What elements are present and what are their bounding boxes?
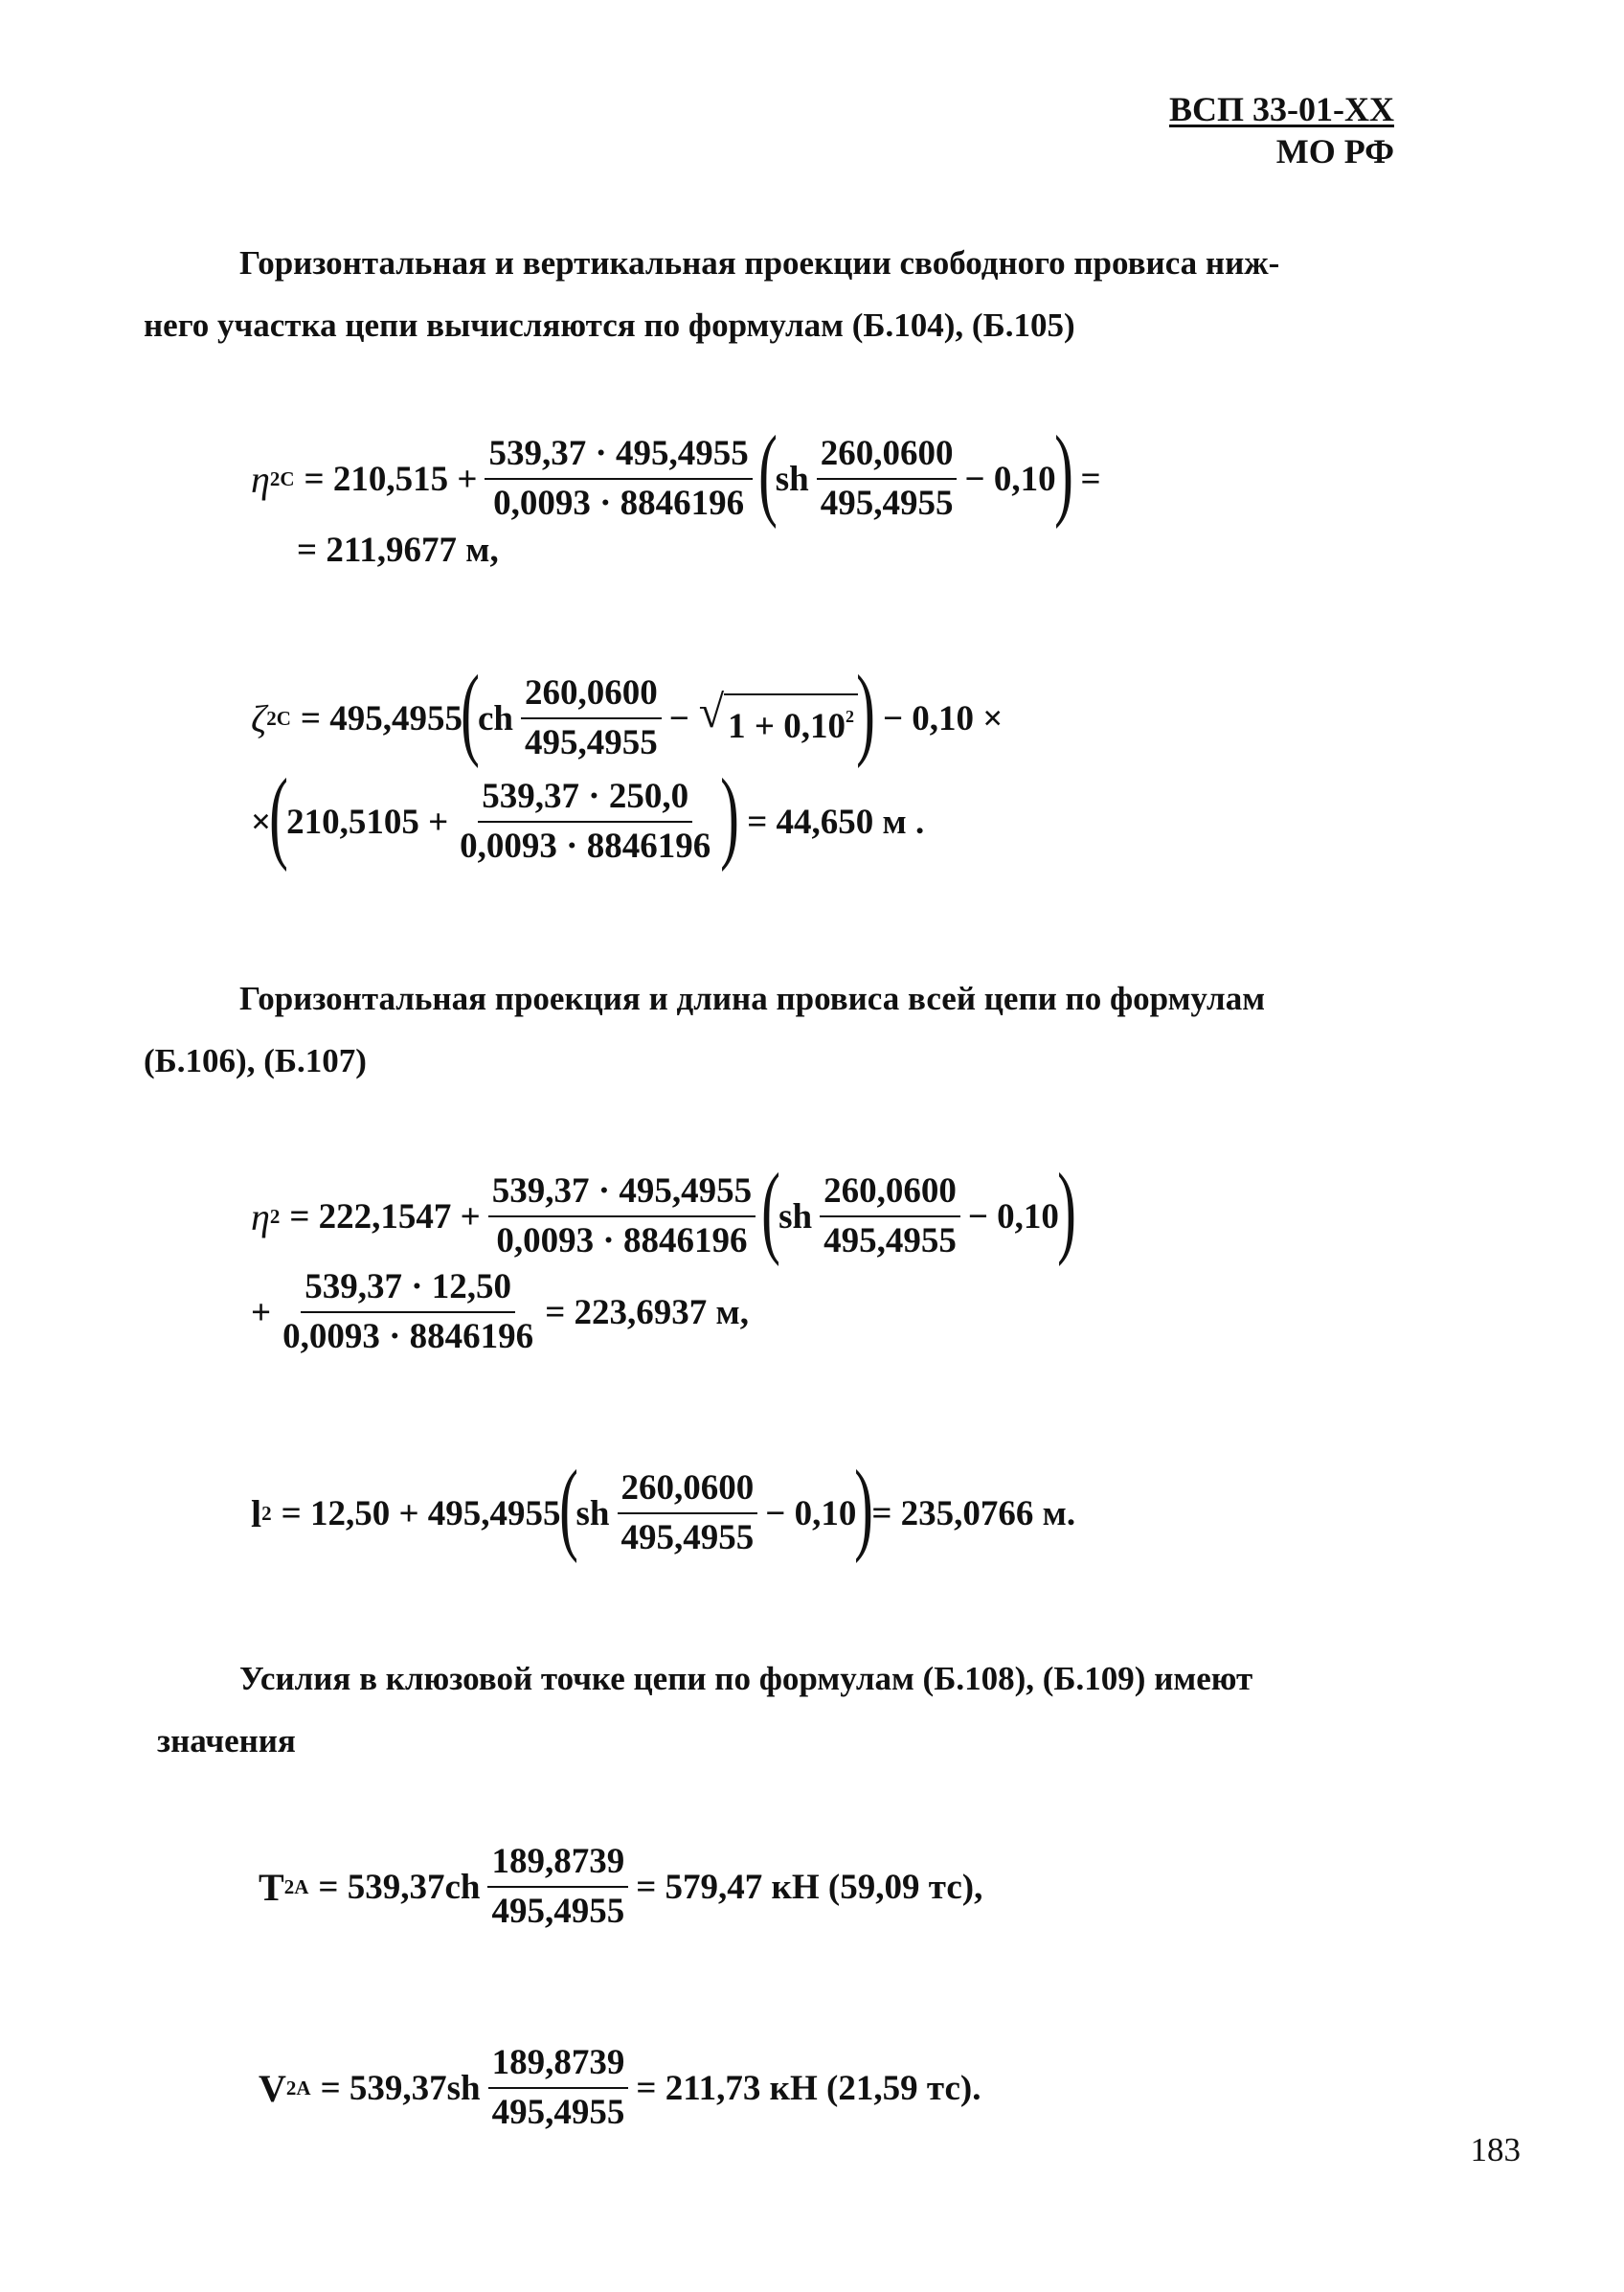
eq1-result: = 211,9677 м, [297,531,499,570]
eq2-line2-lhs: 210,5105 + [286,802,449,842]
eq3-fraction-1: $\frac{539,37 \cdot 495,4955}{0,0093 \cdot 8846196}$ [488,1170,756,1262]
equation-t-2a [259,1839,982,1935]
eq5-fraction: $\frac{189,8739}{495,4955}$ [487,1841,628,1933]
eq6-subscript: 2A [285,2076,311,2099]
equation-l-2 [251,1450,1076,1564]
paragraph-2-line-2: (Б.106), (Б.107) [144,1042,367,1079]
eq2-square-root: √ $1 + 0,10^2$ [699,690,858,748]
eq2-result: = 44,650 м . [747,802,925,842]
page-number: 183 [1470,2131,1521,2168]
paragraph-3-line-2: значения [157,1722,296,1759]
eq3-symbol: η [251,1194,270,1238]
eq2-left-paren: ( [461,655,480,769]
eq4-subscript: 2 [261,1501,272,1525]
eq1-fraction-1: $\frac{539,37 \cdot 495,4955}{0,0093 \cdot 8846196}$ [485,433,752,525]
eq1-fraction-2: $\frac{260,0600}{495,4955}$ [817,433,958,525]
eq4-function: sh [575,1493,610,1533]
document-header [1169,88,1394,172]
eq3-fraction-3: $\frac{539,37 \cdot 12,50}{0,0093 \cdot 8846196}$ [282,1267,534,1356]
paragraph-1-line-1: Горизонтальная и вертикальная проекции свободного провиса ниж- [239,244,1280,282]
eq2-fraction-2: $\frac{539,37 \cdot 250,0}{0,0093 \cdot 8846196}$ [460,777,711,866]
eq6-symbol: V [259,2066,286,2110]
eq5-subscript: 2A [283,1874,309,1898]
eq3-right-paren: ) [1056,1153,1076,1267]
eq3-subscript: 2 [269,1204,281,1228]
eq1-subscript: 2C [269,466,295,490]
eq6-lhs: = 539,37sh [320,2068,481,2108]
eq1-lhs: = 210,515 + [304,459,478,499]
eq4-fraction: $\frac{260,0600}{495,4955}$ [618,1467,758,1559]
paragraph-3-line-1: Усилия в клюзовой точке цепи по формулам (Б.108), (Б.109) имеют [239,1660,1253,1697]
eq2-left-paren-2: ( [269,759,288,873]
eq1-left-paren: ( [757,416,778,530]
eq2-subscript: 2C [266,706,291,730]
eq4-symbol: l [251,1491,262,1535]
equation-v-2a [259,2040,981,2136]
eq1-symbol: η [251,457,270,501]
eq5-lhs: = 539,37ch [318,1867,481,1907]
eq2-symbol: ζ [251,696,267,740]
eq4-left-paren: ( [558,1450,578,1564]
paragraph-2-line-1: Горизонтальная проекция и длина провиса всей цепи по формулам [239,980,1266,1017]
eq1-right-paren: ) [1053,416,1073,530]
eq3-result: = 223,6937 м, [545,1292,749,1332]
eq2-fraction-1: $\frac{260,0600}{495,4955}$ [521,672,662,764]
eq6-fraction: $\frac{189,8739}{495,4955}$ [488,2042,629,2134]
paragraph-1 [144,232,1465,356]
eq4-tail: − 0,10 [765,1493,857,1533]
paragraph-1-line-2: него участка цепи вычисляются по формулам (Б.104), (Б.105) [144,306,1075,344]
eq5-result: = 579,47 кН (59,09 тс), [636,1867,983,1907]
paragraph-2 [144,967,1465,1092]
organization: МО РФ [1275,132,1394,170]
eq3-fraction-2: $\frac{260,0600}{495,4955}$ [820,1170,960,1262]
eq4-result: = 235,0766 м. [871,1493,1076,1533]
eq2-tail: − 0,10 × [882,698,1004,738]
eq2-right-paren: ) [856,655,875,769]
eq6-result: = 211,73 кН (21,59 тс). [636,2068,981,2108]
eq3-plus: + [251,1292,272,1332]
eq1-function: sh [775,459,809,499]
eq3-function: sh [778,1196,813,1237]
standard-code: ВСП 33-01-ХХ [1169,90,1394,128]
eq5-symbol: T [259,1865,284,1909]
eq2-times: × [251,802,272,842]
eq3-left-paren: ( [761,1153,780,1267]
eq2-lhs: = 495,4955 [300,698,462,738]
equation-eta-2 [251,1153,1076,1360]
eq1-tail: − 0,10 [964,459,1056,499]
equation-eta-2c [251,416,1101,575]
eq3-tail: − 0,10 [967,1196,1059,1237]
paragraph-3 [144,1647,1465,1772]
equation-zeta-2c [251,655,1004,873]
eq3-lhs: = 222,1547 + [289,1196,481,1237]
eq4-right-paren: ) [854,1450,874,1564]
eq4-lhs: = 12,50 + 495,4955 [281,1493,561,1533]
eq2-minus: − [668,698,689,738]
eq1-equals: = [1080,459,1101,499]
eq2-function: ch [477,698,513,738]
eq2-right-paren-2: ) [720,759,740,873]
